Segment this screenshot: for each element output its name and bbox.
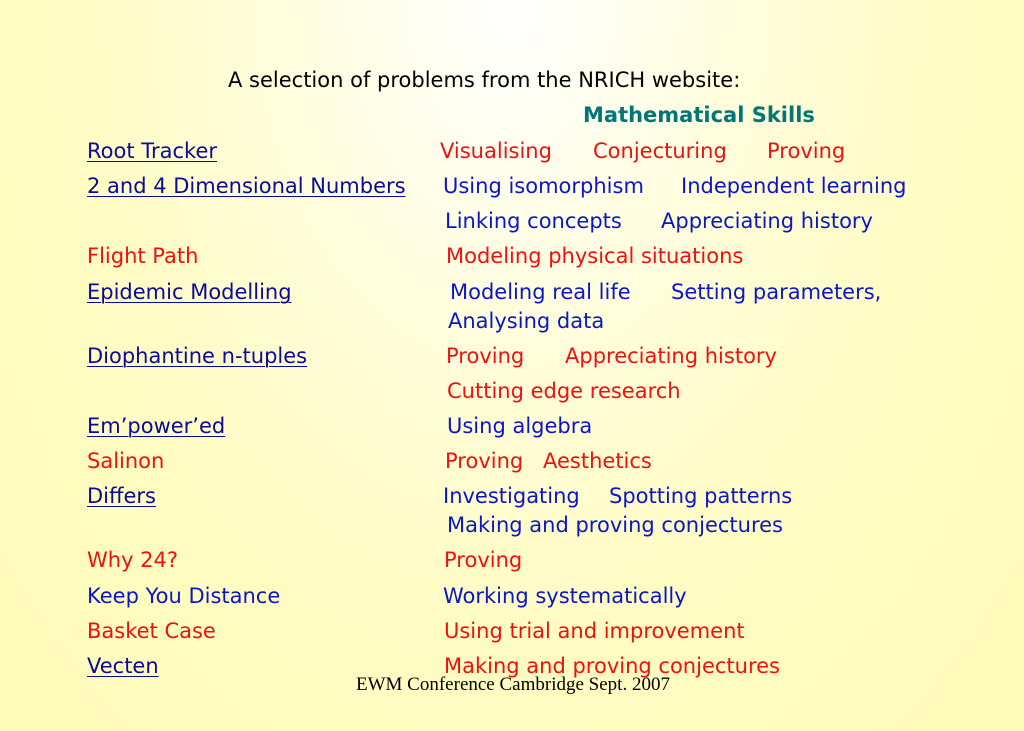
skill-modeling-real-life: Modeling real life [450,280,631,304]
skill-proving: Proving [444,548,523,572]
problem-salinon: Salinon [87,449,165,473]
problem-basket-case: Basket Case [87,619,216,643]
skill-appreciating-history: Appreciating history [661,209,873,233]
skill-proving: Proving [767,139,846,163]
skill-conjecturing: Conjecturing [593,139,727,163]
skill-using-algebra: Using algebra [447,414,593,438]
slide-title: A selection of problems from the NRICH website: [228,68,741,92]
skill-making-and-proving-conjectures: Making and proving conjectures [447,513,783,537]
skill-aesthetics: Aesthetics [543,449,652,473]
skills-heading: Mathematical Skills [583,103,815,127]
skill-visualising: Visualising [440,139,552,163]
skill-setting-parameters: Setting parameters, [671,280,882,304]
skill-independent-learning: Independent learning [681,174,907,198]
problem-link-empowered[interactable]: Em’power’ed [87,414,226,438]
skill-working-systematically: Working systematically [443,584,687,608]
skill-making-and-proving-conjectures: Making and proving conjectures [444,654,780,678]
slide-footer: EWM Conference Cambridge Sept. 2007 [356,674,670,695]
problem-link-2-and-4-dimensional-numbers[interactable]: 2 and 4 Dimensional Numbers [87,174,406,198]
skill-analysing-data: Analysing data [448,309,605,333]
problem-link-vecten[interactable]: Vecten [87,654,159,678]
skill-linking-concepts: Linking concepts [445,209,622,233]
skill-spotting-patterns: Spotting patterns [609,484,793,508]
skill-modeling-physical-situations: Modeling physical situations [446,244,744,268]
problem-link-root-tracker[interactable]: Root Tracker [87,139,218,163]
problem-link-differs[interactable]: Differs [87,484,156,508]
skill-investigating: Investigating [443,484,580,508]
skill-proving: Proving [445,449,524,473]
problem-link-epidemic-modelling[interactable]: Epidemic Modelling [87,280,292,304]
skill-cutting-edge-research: Cutting edge research [447,379,681,403]
skill-using-isomorphism: Using isomorphism [443,174,644,198]
skill-proving: Proving [446,344,525,368]
problem-keep-you-distance: Keep You Distance [87,584,281,608]
skill-using-trial-and-improvement: Using trial and improvement [444,619,745,643]
skill-appreciating-history: Appreciating history [565,344,777,368]
problem-link-diophantine-n-tuples[interactable]: Diophantine n-tuples [87,344,308,368]
problem-flight-path: Flight Path [87,244,199,268]
problem-why-24: Why 24? [87,548,179,572]
